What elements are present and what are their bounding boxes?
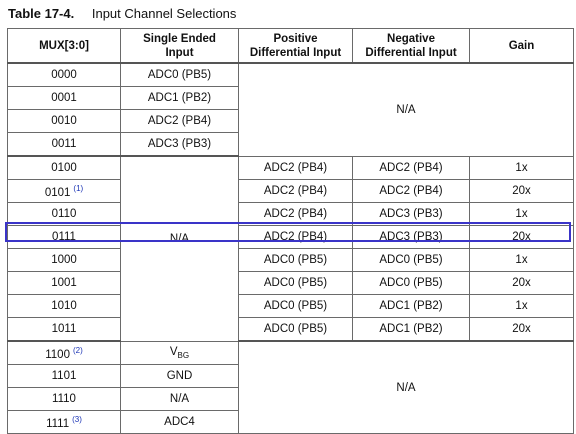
gain-cell: 20x — [470, 272, 574, 295]
positive-cell: ADC2 (PB4) — [239, 203, 353, 226]
mux-cell: 1010 — [8, 295, 121, 318]
gain-cell: 20x — [470, 318, 574, 342]
gain-cell: 20x — [470, 226, 574, 249]
header-gain: Gain — [470, 29, 574, 64]
negative-cell: ADC2 (PB4) — [353, 156, 470, 180]
mux-cell: 0100 — [8, 156, 121, 180]
table-row — [8, 63, 574, 87]
input-channel-table — [7, 28, 574, 434]
negative-cell: ADC1 (PB2) — [353, 318, 470, 342]
single-cell: ADC4 — [121, 411, 239, 434]
negative-cell: ADC1 (PB2) — [353, 295, 470, 318]
mux-cell: 0011 — [8, 133, 121, 157]
table-row — [8, 295, 574, 318]
mux-cell: 1100 $^{(2)}$ — [8, 341, 121, 365]
table-row — [8, 249, 574, 272]
positive-cell: ADC2 (PB4) — [239, 180, 353, 203]
single-cell: ADC3 (PB3) — [121, 133, 239, 157]
single-cell: $V_{BG}$ — [121, 341, 239, 365]
header-single-ended: Single Ended Input — [121, 29, 239, 64]
footnote-link[interactable]: (1) — [73, 183, 84, 193]
na-cell-middle: N/A — [121, 156, 239, 341]
footnote-link[interactable]: (3) — [72, 414, 82, 424]
table-row — [8, 203, 574, 226]
positive-cell: ADC0 (PB5) — [239, 272, 353, 295]
gain-cell: 1x — [470, 203, 574, 226]
table-row — [8, 226, 574, 249]
mux-cell: 1111 $^{(3)}$ — [8, 411, 121, 434]
table-row — [8, 272, 574, 295]
mux-cell: 1101 — [8, 365, 121, 388]
mux-cell: 0010 — [8, 110, 121, 133]
negative-cell: ADC3 (PB3) — [353, 226, 470, 249]
header-row — [8, 29, 574, 64]
negative-cell: ADC0 (PB5) — [353, 249, 470, 272]
single-cell: GND — [121, 365, 239, 388]
negative-cell: ADC2 (PB4) — [353, 180, 470, 203]
mux-cell: 0101 $^{(1)}$ — [8, 180, 121, 203]
table-row — [8, 156, 574, 180]
header-positive: Positive Differential Input — [239, 29, 353, 64]
table-caption — [8, 6, 236, 21]
header-negative: Negative Differential Input — [353, 29, 470, 64]
negative-cell: ADC3 (PB3) — [353, 203, 470, 226]
header-mux: MUX[3:0] — [8, 29, 121, 64]
mux-cell: 0110 — [8, 203, 121, 226]
na-cell-top: N/A — [239, 63, 574, 156]
mux-cell: 0000 — [8, 63, 121, 87]
gain-cell: 1x — [470, 156, 574, 180]
positive-cell: ADC2 (PB4) — [239, 226, 353, 249]
mux-cell: 0111 — [8, 226, 121, 249]
single-cell: N/A — [121, 388, 239, 411]
mux-cell: 1011 — [8, 318, 121, 342]
table-title: Input Channel Selections — [91, 6, 237, 21]
gain-cell: 1x — [470, 249, 574, 272]
table-number: Table 17-4. — [8, 6, 75, 21]
mux-cell: 0001 — [8, 87, 121, 110]
negative-cell: ADC0 (PB5) — [353, 272, 470, 295]
mux-cell: 1000 — [8, 249, 121, 272]
footnote-link[interactable]: (2) — [72, 345, 83, 355]
positive-cell: ADC2 (PB4) — [239, 156, 353, 180]
mux-cell: 1110 — [8, 388, 121, 411]
positive-cell: ADC0 (PB5) — [239, 295, 353, 318]
gain-cell: 20x — [470, 180, 574, 203]
mux-cell: 1001 — [8, 272, 121, 295]
single-cell: ADC2 (PB4) — [121, 110, 239, 133]
positive-cell: ADC0 (PB5) — [239, 249, 353, 272]
single-cell: ADC1 (PB2) — [121, 87, 239, 110]
table-row — [8, 180, 574, 203]
table-row — [8, 318, 574, 342]
single-cell: ADC0 (PB5) — [121, 63, 239, 87]
na-cell-bottom: N/A — [239, 341, 574, 434]
positive-cell: ADC0 (PB5) — [239, 318, 353, 342]
table-row — [8, 341, 574, 365]
gain-cell: 1x — [470, 295, 574, 318]
